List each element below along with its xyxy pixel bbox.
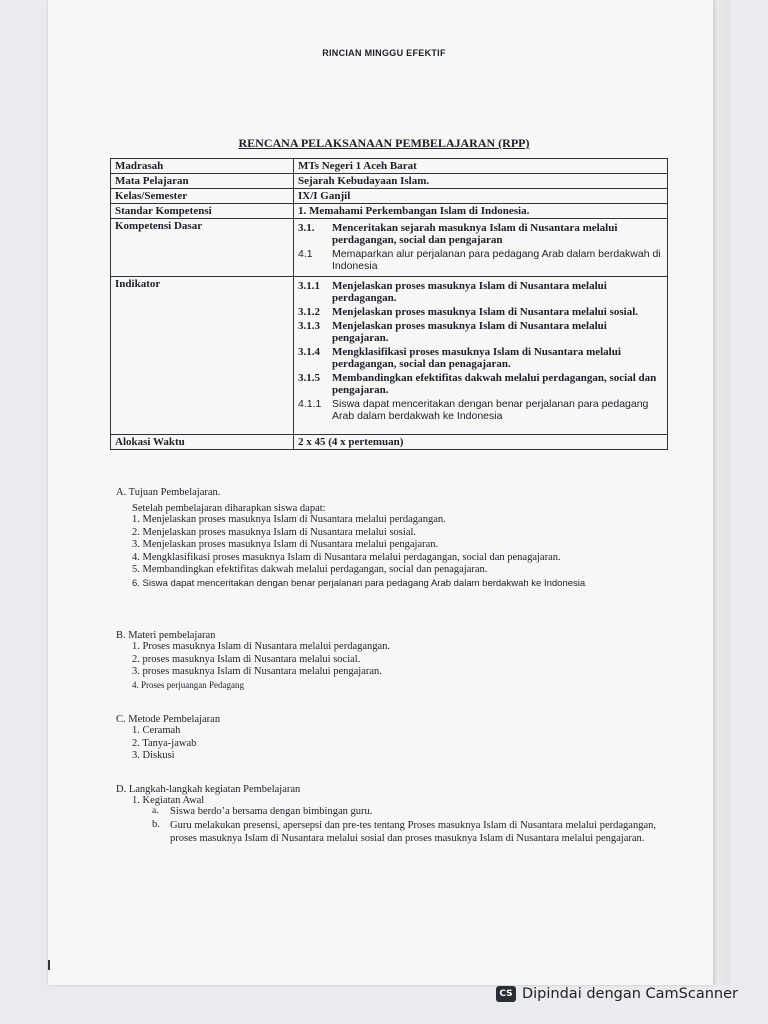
section-heading: C. Metode Pembelajaran xyxy=(116,714,221,725)
madrasah-value: MTs Negeri 1 Aceh Barat xyxy=(294,159,668,174)
list-item: 2. proses masuknya Islam di Nusantara melalui social. xyxy=(132,653,361,665)
indikator-item xyxy=(298,306,663,318)
kd-number: 4.1 xyxy=(298,248,313,260)
indikator-number: 3.1.2 xyxy=(298,306,320,318)
top-title: RINCIAN MINGGU EFEKTIF xyxy=(322,48,446,58)
kd-item xyxy=(298,222,663,246)
metode-list xyxy=(132,725,220,763)
indikator-text: Menjelaskan proses masuknya Islam di Nusantara melalui pengajaran. xyxy=(332,320,607,344)
list-item: 1. Proses masuknya Islam di Nusantara melalui perdagangan. xyxy=(132,641,391,652)
mapel-value: Sejarah Kebudayaan Islam. xyxy=(294,174,668,189)
section-heading: B. Materi pembelajaran xyxy=(116,630,216,641)
list-item xyxy=(152,819,656,845)
indikator-number: 3.1.4 xyxy=(298,346,320,358)
indikator-text: Mengklasifikasi proses masuknya Islam di Nusantara melalui perdagangan, social dan penagajaran. xyxy=(332,346,621,370)
list-item xyxy=(152,806,656,817)
kelas-value: IX/I Ganjil xyxy=(294,189,668,204)
indikator-number: 3.1.5 xyxy=(298,372,320,384)
list-item: 2. Menjelaskan proses masuknya Islam di Nusantara melalui sosial. xyxy=(132,526,417,538)
indikator-item xyxy=(298,346,663,370)
indikator-text: Menjelaskan proses masuknya Islam di Nusantara melalui sosial. xyxy=(332,306,639,318)
rpp-info-table xyxy=(110,158,668,450)
section-metode xyxy=(116,714,220,763)
alokasi-label: Alokasi Waktu xyxy=(111,435,294,450)
kd-label: Kompetensi Dasar xyxy=(111,219,294,277)
section-tujuan xyxy=(116,487,585,590)
table-row xyxy=(111,277,668,435)
table-row xyxy=(111,189,668,204)
alokasi-value: 2 x 45 (4 x pertemuan) xyxy=(294,435,668,450)
indikator-number: 3.1.3 xyxy=(298,320,320,332)
camscanner-label: Dipindai dengan CamScanner xyxy=(521,986,738,1002)
table-row xyxy=(111,219,668,277)
indikator-number: 3.1.1 xyxy=(298,280,320,292)
table-row xyxy=(111,435,668,450)
list-item: 1. Ceramah xyxy=(132,725,181,736)
kd-text: Menceritakan sejarah masuknya Islam di Nusantara melalui perdagangan, social dan pengajaran xyxy=(332,222,618,246)
list-item: 3. Menjelaskan proses masuknya Islam di Nusantara melalui pengajaran. xyxy=(132,539,439,550)
camscanner-watermark xyxy=(496,986,738,1002)
indikator-number: 4.1.1 xyxy=(298,398,322,410)
kd-item xyxy=(298,248,663,272)
indikator-cell xyxy=(294,277,668,435)
indikator-label: Indikator xyxy=(111,277,294,435)
section-heading: A. Tujuan Pembelajaran. xyxy=(116,487,221,498)
table-row xyxy=(111,174,668,189)
indikator-item xyxy=(298,320,663,344)
rpp-title: RENCANA PELAKSANAAN PEMBELAJARAN (RPP) xyxy=(238,136,530,150)
langkah-list xyxy=(152,806,656,845)
section-langkah xyxy=(116,784,656,845)
section-intro: Setelah pembelajaran diharapkan siswa dapat: xyxy=(132,503,326,514)
item-text: Siswa berdo’a bersama dengan bimbingan guru. xyxy=(170,806,373,817)
list-item: 6. Siswa dapat menceritakan dengan benar perjalanan para pedagang Arab dalam berdakwah ke Indonesia xyxy=(132,577,586,589)
list-item: 4. Mengklasifikasi proses masuknya Islam di Nusantara melalui perdagangan, social dan penagajaran. xyxy=(132,551,561,563)
camscanner-icon: CS xyxy=(496,986,516,1002)
indikator-item xyxy=(298,372,663,396)
indikator-item xyxy=(298,398,663,422)
item-text: Guru melakukan presensi, apersepsi dan pre-tes tentang Proses masuknya Islam di Nusantara melalui perdagangan, proses masuknya Islam di Nusantara melalui sosial dan proses masuknya Islam di Nusantara melalui pengajaran. xyxy=(170,820,656,844)
indikator-item xyxy=(298,280,663,304)
materi-list xyxy=(132,641,390,691)
tujuan-list xyxy=(132,514,585,590)
table-row xyxy=(111,159,668,174)
kegiatan-awal: 1. Kegiatan Awal xyxy=(132,795,205,806)
sk-label: Standar Kompetensi xyxy=(111,204,294,219)
list-item: 2. Tanya-jawab xyxy=(132,737,197,749)
section-materi xyxy=(116,630,390,691)
item-letter: a. xyxy=(152,806,159,816)
list-item: 3. Diskusi xyxy=(132,750,175,761)
item-letter: b. xyxy=(152,819,160,830)
indikator-text: Menjelaskan proses masuknya Islam di Nusantara melalui perdagangan. xyxy=(332,280,607,304)
kelas-label: Kelas/Semester xyxy=(111,189,294,204)
kd-text: Memaparkan alur perjalanan para pedagang Arab dalam berdakwah di Indonesia xyxy=(332,248,661,272)
section-heading: D. Langkah-langkah kegiatan Pembelajaran xyxy=(116,784,301,795)
kd-number: 3.1. xyxy=(298,222,315,234)
list-item: 1. Menjelaskan proses masuknya Islam di Nusantara melalui perdagangan. xyxy=(132,514,446,525)
mapel-label: Mata Pelajaran xyxy=(111,174,294,189)
kd-cell xyxy=(294,219,668,277)
indikator-text: Siswa dapat menceritakan dengan benar perjalanan para pedagang Arab dalam berdakwah ke Indonesia xyxy=(332,398,649,422)
list-item: 3. proses masuknya Islam di Nusantara melalui pengajaran. xyxy=(132,666,382,677)
table-row xyxy=(111,204,668,219)
scan-mark xyxy=(48,960,50,970)
madrasah-label: Madrasah xyxy=(111,159,294,174)
sk-value: 1. Memahami Perkembangan Islam di Indonesia. xyxy=(294,204,668,219)
indikator-text: Membandingkan efektifitas dakwah melalui perdagangan, social dan pengajaran. xyxy=(332,372,657,396)
list-item: 5. Membandingkan efektifitas dakwah melalui perdagangan, social dan penagajaran. xyxy=(132,564,488,575)
list-item: 4. Proses perjuangan Pedagang xyxy=(132,679,244,690)
